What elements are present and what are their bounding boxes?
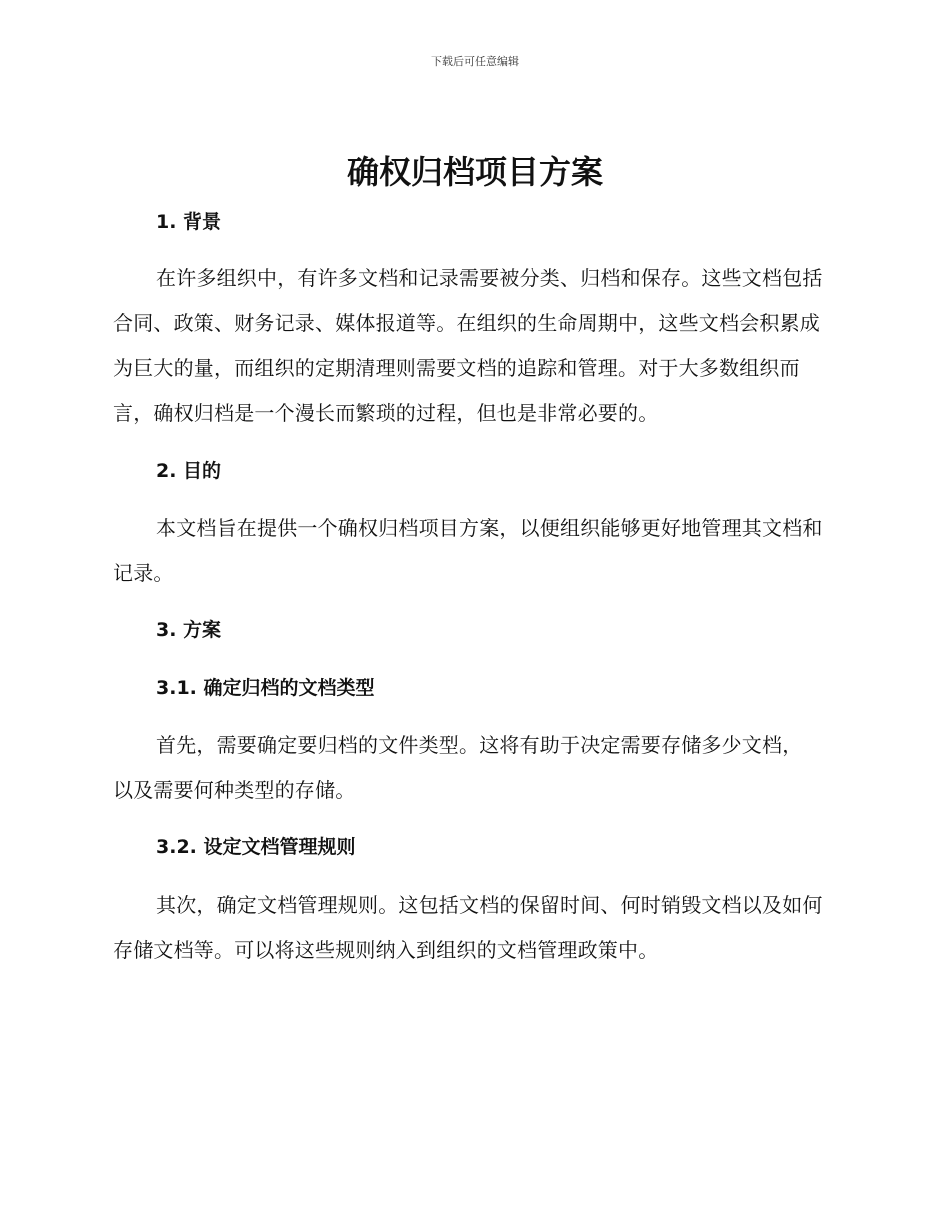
heading-purpose: 2. 目的 xyxy=(156,460,222,482)
paragraph-background: 在许多组织中，有许多文档和记录需要被分类、归档和保存。这些文档包括合同、政策、财务记录、媒体报道等。在组织的生命周期中，这些文档会积累成为巨大的量，而组织的定期清理则需要文档的追踪和管理。对于大多数组织而言，确权归档是一个漫长而繁琐的过程，但也是非常必要的。 xyxy=(113,266,823,425)
heading-doc-types: 3.1. 确定归档的文档类型 xyxy=(156,677,375,699)
header-note: 下载后可任意编辑 xyxy=(431,55,519,68)
paragraph-doc-types: 首先，需要确定要归档的文件类型。这将有助于决定需要存储多少文档，以及需要何种类型的存储。 xyxy=(113,733,803,802)
heading-rules: 3.2. 设定文档管理规则 xyxy=(156,836,356,858)
paragraph-rules: 其次，确定文档管理规则。这包括文档的保留时间、何时销毁文档以及如何存储文档等。可以将这些规则纳入到组织的文档管理政策中。 xyxy=(113,893,823,962)
document-title: 确权归档项目方案 xyxy=(346,153,603,191)
heading-background: 1. 背景 xyxy=(156,211,222,233)
paragraph-purpose: 本文档旨在提供一个确权归档项目方案，以便组织能够更好地管理其文档和记录。 xyxy=(113,516,823,585)
heading-plan: 3. 方案 xyxy=(156,619,222,641)
